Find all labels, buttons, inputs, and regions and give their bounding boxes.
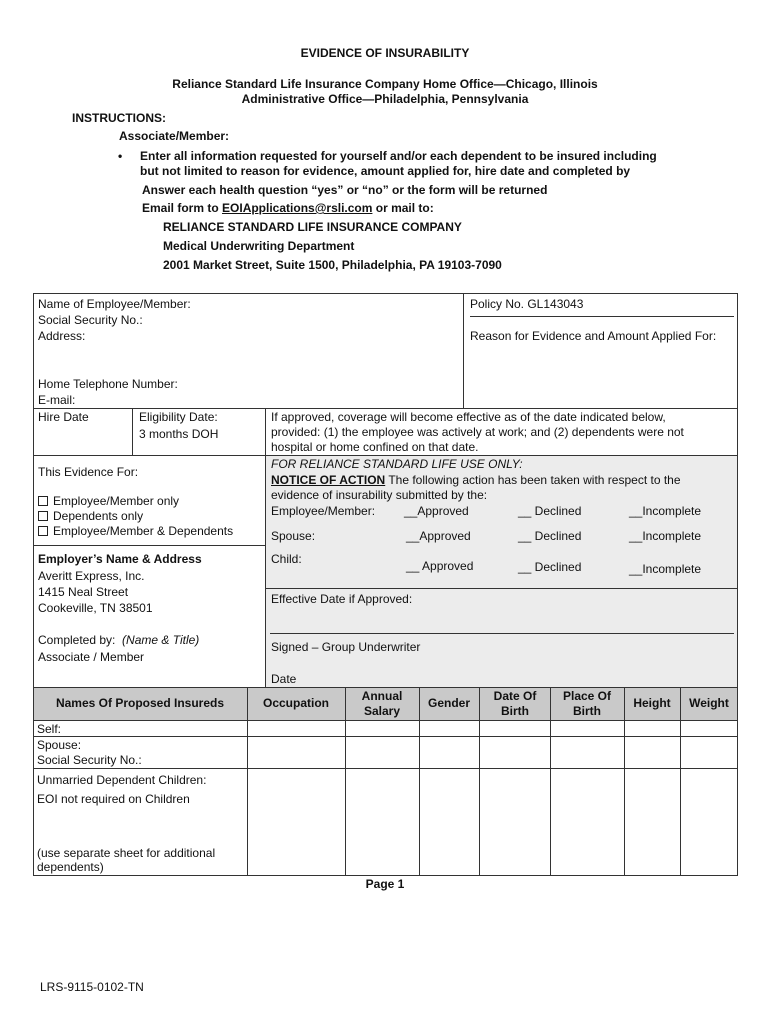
notice-text-1: The following action has been taken with respect to the [385, 473, 681, 487]
spouse-action-label: Spouse: [271, 529, 316, 543]
evidence-for-label: This Evidence For: [38, 465, 139, 479]
address-label: Address: [38, 329, 86, 343]
hire-date-label: Hire Date [38, 410, 89, 424]
header-occupation: Occupation [262, 696, 329, 710]
completed-by-value: Associate / Member [38, 650, 145, 664]
company-line-1: Reliance Standard Life Insurance Company Home Office—Chicago, Illinois [172, 77, 598, 91]
completed-by-hint: (Name & Title) [122, 633, 200, 647]
mail-company: RELIANCE STANDARD LIFE INSURANCE COMPANY [163, 220, 462, 234]
coverage-line-2: provided: (1) the employee was actively at work; and (2) dependents were not [271, 425, 684, 439]
employee-action-label: Employee/Member: [271, 504, 376, 518]
company-line-2: Administrative Office—Philadelphia, Pennsylvania [241, 92, 529, 106]
employee-approved[interactable]: __Approved [404, 504, 469, 518]
email-prefix: Email form to [142, 201, 223, 215]
page-title: EVIDENCE OF INSURABILITY [300, 46, 470, 60]
date-label: Date [271, 672, 297, 686]
office-use-label: FOR RELIANCE STANDARD LIFE USE ONLY: [271, 457, 523, 471]
option-employee-only[interactable] [38, 494, 179, 508]
effective-date-label: Effective Date if Approved: [271, 592, 413, 606]
notice-line-1 [271, 473, 681, 487]
header-names: Names Of Proposed Insureds [55, 696, 225, 710]
option-label: Employee/Member & Dependents [53, 524, 234, 538]
policy-number: Policy No. GL143043 [470, 297, 584, 311]
phone-label: Home Telephone Number: [38, 377, 178, 391]
additional-note-1: (use separate sheet for additional [37, 846, 216, 860]
row-spouse-ssn-label: Social Security No.: [37, 753, 142, 767]
email-label: E-mail: [38, 393, 76, 407]
email-link[interactable]: EOIApplications@rsli.com [222, 201, 373, 215]
instruction-line-1: Enter all information requested for yourself and/or each dependent to be insured including [140, 149, 657, 163]
header-date-of-birth: Date Of Birth [493, 688, 537, 718]
option-label: Employee/Member only [53, 494, 180, 508]
children-note: EOI not required on Children [37, 792, 190, 806]
coverage-line-3: hospital or home confined on that date. [271, 440, 479, 454]
employer-label: Employer’s Name & Address [38, 552, 202, 566]
child-incomplete[interactable]: __Incomplete [629, 562, 702, 576]
child-action-label: Child: [271, 552, 302, 566]
option-label: Dependents only [53, 509, 144, 523]
eligibility-label: Eligibility Date: [139, 410, 218, 424]
header-height: Height [633, 696, 671, 710]
notice-line-2: evidence of insurability submitted by the: [271, 488, 488, 502]
instructions-heading: INSTRUCTIONS: [72, 111, 166, 125]
row-children-label: Unmarried Dependent Children: [37, 773, 207, 787]
row-spouse-label: Spouse: [37, 738, 82, 752]
employee-incomplete[interactable]: __Incomplete [629, 504, 702, 518]
header-place-of-birth: Place Of Birth [562, 688, 612, 718]
additional-note-2: dependents) [37, 860, 104, 874]
spouse-declined[interactable]: __ Declined [518, 529, 582, 543]
instruction-line-2: but not limited to reason for evidence, amount applied for, hire date and completed by [140, 164, 631, 178]
header-weight: Weight [689, 696, 729, 710]
instruction-answer: Answer each health question “yes” or “no” or the form will be returned [142, 183, 548, 197]
child-declined[interactable]: __ Declined [518, 560, 582, 574]
employee-declined[interactable]: __ Declined [518, 504, 582, 518]
employer-name: Averitt Express, Inc. [38, 569, 145, 583]
checkbox-icon[interactable] [38, 526, 48, 536]
instruction-email-line [142, 201, 434, 215]
mail-address: 2001 Market Street, Suite 1500, Philadelphia, PA 19103-7090 [163, 258, 502, 272]
checkbox-icon[interactable] [38, 496, 48, 506]
signed-label: Signed – Group Underwriter [271, 640, 421, 654]
option-employee-and-dependents[interactable] [38, 524, 233, 538]
eligibility-value: 3 months DOH [139, 427, 219, 441]
completed-by [38, 633, 199, 647]
form-code: LRS-9115-0102-TN [40, 980, 144, 994]
name-label: Name of Employee/Member: [38, 297, 191, 311]
policy-underline [470, 316, 734, 317]
child-approved[interactable]: __ Approved [406, 559, 474, 573]
page-number: Page 1 [365, 877, 405, 891]
option-dependents-only[interactable] [38, 509, 143, 523]
employer-city: Cookeville, TN 38501 [38, 601, 153, 615]
coverage-line-1: If approved, coverage will become effective as of the date indicated below, [271, 410, 666, 424]
ssn-label: Social Security No.: [38, 313, 143, 327]
bullet-icon: • [118, 149, 123, 163]
completed-by-label: Completed by: [38, 633, 116, 647]
spouse-approved[interactable]: __Approved [406, 529, 471, 543]
email-suffix: or mail to: [372, 201, 434, 215]
notice-of-action-label: NOTICE OF ACTION [271, 473, 386, 487]
header-annual-salary: Annual Salary [361, 688, 403, 718]
signature-line [270, 633, 734, 634]
instructions-subheading: Associate/Member: [119, 129, 230, 143]
spouse-incomplete[interactable]: __Incomplete [629, 529, 702, 543]
mail-department: Medical Underwriting Department [163, 239, 355, 253]
reason-label: Reason for Evidence and Amount Applied For: [470, 329, 717, 343]
employer-street: 1415 Neal Street [38, 585, 129, 599]
checkbox-icon[interactable] [38, 511, 48, 521]
header-gender: Gender [427, 696, 470, 710]
row-self-label: Self: [37, 722, 62, 736]
